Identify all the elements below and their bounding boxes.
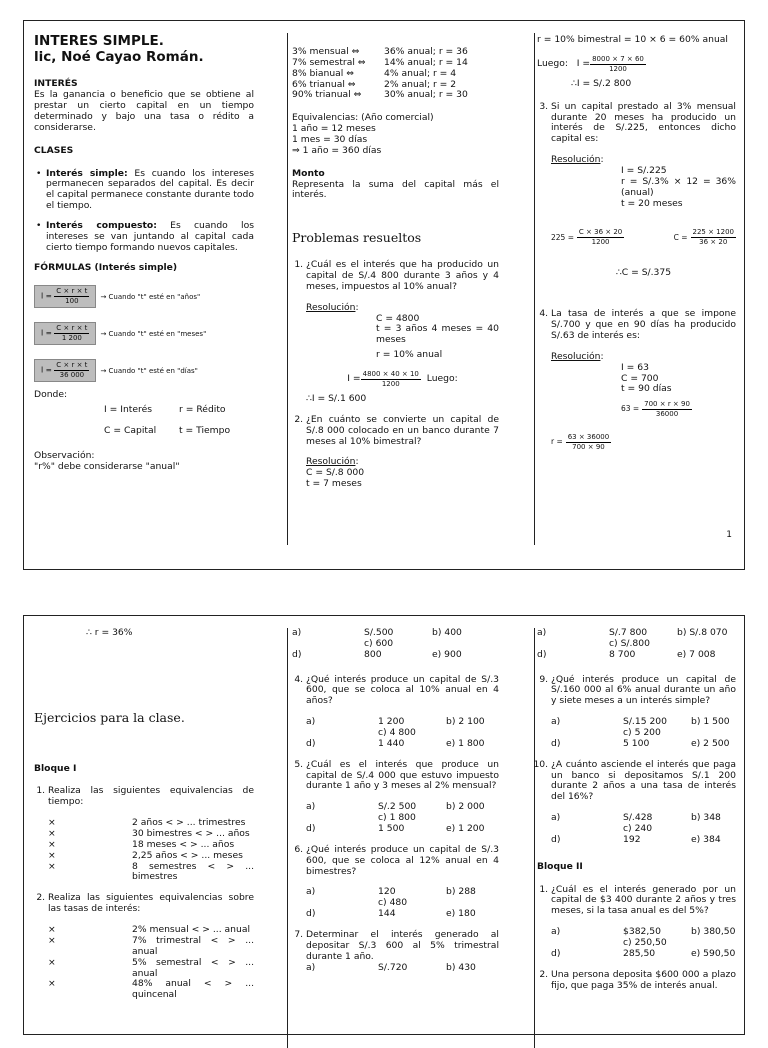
option-e: 590,50 xyxy=(703,947,736,959)
definition: I = Interés xyxy=(104,404,153,416)
equivalence-items xyxy=(48,925,254,1001)
exercise-question: Determinar el interés generado al depositar S/.3 600 al 5% trimestral durante 1 año. xyxy=(306,929,499,962)
clases-heading: CLASES xyxy=(34,144,74,156)
option-b: 348 xyxy=(703,812,721,824)
item-text: 18 meses < > ... años xyxy=(132,838,235,850)
option-d: 285,50 xyxy=(623,947,656,959)
item-text: 2% mensual < > ... anual xyxy=(132,924,251,936)
option-d: 144 xyxy=(378,908,396,920)
definition: C = Capital xyxy=(104,425,157,437)
formula: I = $\frac{4800 \times 40 \times 10}{1200}$ Luego: xyxy=(347,369,458,388)
eq-left: 8% bianual ⇔ xyxy=(292,67,354,79)
formula-pair xyxy=(551,223,736,252)
item-text: 30 bimestres < > ... años xyxy=(132,828,250,840)
formula-denominator: 700 × 90 xyxy=(572,443,605,452)
option-b: 2 000 xyxy=(458,801,485,813)
option-a: S/.7 800 xyxy=(609,627,648,638)
item-text: 2 años < > ... trimestres xyxy=(132,817,246,829)
option-a: 1 200 xyxy=(378,716,405,728)
option-b: 2 100 xyxy=(458,716,485,728)
options: a) $382,50 b) 380,50 c) 250,50 d) 285,50 e) 590,50 xyxy=(551,926,736,959)
formula-note: → Cuando "t" esté en "meses" xyxy=(100,329,207,338)
problem-question: ¿En cuánto se convierte un capital de S/.8 000 colocado en un banco durante 7 meses al 10% bimestral? xyxy=(306,413,499,447)
formula-lhs: 63 = xyxy=(621,404,640,414)
option-b: 430 xyxy=(458,961,476,973)
option-c: 5 200 xyxy=(634,727,661,739)
page-number: 1 xyxy=(726,530,732,541)
solved-problems-continued xyxy=(537,102,736,452)
clase-text: Es cuando los intereses se van juntando al capital cada cierto tiempo formando nuevos capitales. xyxy=(46,219,255,253)
problem-question: ¿Cuál es el interés que ha producido un capital de S/.4 800 durante 3 años y 4 meses, impuestos al 10% anual? xyxy=(306,259,499,292)
option-d: 1 500 xyxy=(378,823,405,835)
variable-definitions xyxy=(34,405,254,437)
equivalence-table xyxy=(292,47,499,101)
formula-denominator: 1200 xyxy=(609,64,627,73)
formula-box xyxy=(34,322,96,345)
solved-problems xyxy=(292,260,499,490)
problem-question: Si un capital prestado al 3% mensual durante 20 meses ha producido un interés de S/.225, entonces dicho capital es: xyxy=(551,100,736,145)
options: a) 1 200 b) 2 100 c) 4 800 d) 1 440 e) 1 800 xyxy=(306,716,485,749)
observacion-text: "r%" debe considerarse "anual" xyxy=(34,460,180,472)
eq-left: 6% trianual ⇔ xyxy=(292,78,356,90)
interes-definition: Es la ganancia o beneficio que se obtiene al prestar un cierto capital en un tiempo determinado y bajo una tasa o rédito a considerarse. xyxy=(34,89,254,133)
exercise-question: ¿Qué interés produce un capital de S/.3 600, que se coloca al 12% anual en 4 bimestres? xyxy=(306,843,499,877)
exercise-question: Realiza las siguientes equivalencias sobre las tasas de interés: xyxy=(48,892,254,915)
option-c: 4 800 xyxy=(389,727,416,739)
interes-heading: INTERÉS xyxy=(34,78,78,90)
item-text: 5% semestral < > ... anual xyxy=(132,956,254,979)
exercise-question: ¿A cuánto asciende el interés que paga un banco si depositamos S/.1 200 durante 2 años a una tasa de interés del 16%? xyxy=(551,758,736,803)
options-q8: a) S/.7 800 b) S/.8 070 c) S/.800 d) 8 700 e) 7 008 xyxy=(537,627,728,660)
exercise-question: ¿Cuál es el interés que produce un capital de S/.4 000 que estuvo impuesto durante 1 año y 3 meses al 2% mensual? xyxy=(306,758,499,792)
clase-term: Interés compuesto: xyxy=(46,219,157,231)
formula-denominator: 1200 xyxy=(381,379,400,388)
option-c: 1 800 xyxy=(389,812,416,824)
list-item: × 18 meses < > ... años xyxy=(48,840,254,851)
bloque-heading: Bloque II xyxy=(537,860,583,872)
answer: ∴I = S/.2 800 xyxy=(571,77,632,89)
formula-numerator: 700 × r × 90 xyxy=(644,400,690,409)
formula xyxy=(551,229,624,246)
formula-numerator: 225 × 1200 xyxy=(692,228,734,237)
formula-note: → Cuando "t" esté en "días" xyxy=(100,366,198,375)
options: a) S/.428 b) 348 c) 240 d) 192 e) 384 xyxy=(551,812,721,845)
exercise-question: ¿Cuál es el interés generado por un capital de $3 400 durante 2 años y tres meses, si la tasa anual es del 5%? xyxy=(551,883,736,917)
comercial-line: 1 año = 12 meses xyxy=(292,123,376,135)
option-b: 380,50 xyxy=(703,926,736,938)
list-item: × 48% anual < > ... quincenal xyxy=(48,978,254,1001)
definition: r = Rédito xyxy=(179,404,226,416)
formula-numerator: 4800 × 40 × 10 xyxy=(362,369,419,378)
exercise-list xyxy=(537,675,736,846)
formula-numerator: 8000 × 7 × 60 xyxy=(592,54,644,63)
formula-denominator: 36000 xyxy=(655,410,679,419)
eq-left: 3% mensual ⇔ xyxy=(292,46,360,57)
option-d: 1 440 xyxy=(378,737,405,749)
ejercicios-heading: Ejercicios para la clase. xyxy=(34,709,185,725)
exercise-list xyxy=(34,786,254,1001)
item-text: 48% anual < > ... quincenal xyxy=(132,978,254,1001)
column-1 xyxy=(24,616,264,1034)
resolucion-label: Resolución xyxy=(306,301,356,313)
list-item: × 5% semestral < > ... anual xyxy=(48,956,254,979)
list-item: × 7% trimestral < > ... anual xyxy=(48,934,254,957)
formula-numerator: C × r × t xyxy=(56,287,88,296)
formula-box xyxy=(34,359,96,382)
exercise-1 xyxy=(48,786,254,883)
formula-lhs: C = xyxy=(673,232,688,242)
formula-years xyxy=(34,285,254,308)
option-a: S/.2 500 xyxy=(378,801,417,813)
resolucion-label: Resolución xyxy=(306,456,356,468)
option-e: 1 800 xyxy=(458,737,485,749)
options: a) S/.720 b) 430 xyxy=(306,961,476,973)
list-item xyxy=(46,169,254,212)
given-value: t = 7 meses xyxy=(306,478,362,490)
options: a) S/.15 200 b) 1 500 c) 5 200 d) 5 100 e) 2 500 xyxy=(551,716,730,749)
formula: Luego: I = $\frac{8000 \times 7 \times 60}{1200}$ xyxy=(537,54,644,73)
luego-label: Luego: xyxy=(426,373,458,384)
problem-2: 2. ¿En cuánto se convierte un capital de S/.8 000 colocado en un banco durante 7 meses al 10% bimestral? Resolución: C = S/.8 000 t = 7 meses xyxy=(306,415,499,490)
exercise-question: Realiza las siguientes equivalencias de tiempo: xyxy=(48,785,254,808)
given-value: I = S/.225 xyxy=(621,165,667,177)
option-c: 600 xyxy=(375,637,394,649)
eq-right: 36% anual; r = 36 xyxy=(384,46,468,57)
formulas-heading: FÓRMULAS (Interés simple) xyxy=(34,261,178,273)
options: a) 120 b) 288 c) 480 d) 144 e) 180 xyxy=(306,886,476,920)
luego-label: Luego: xyxy=(537,57,568,69)
formula-numerator: 63 × 36000 xyxy=(567,433,610,442)
given-value: C = 4800 xyxy=(376,312,420,324)
given-value: t = 20 meses xyxy=(621,197,683,209)
list-item: × 8 semestres < > ... bimestres xyxy=(48,860,254,883)
problem-1: 1. ¿Cuál es el interés que ha producido un capital de S/.4 800 durante 3 años y 4 meses, impuestos al 10% anual? Resolución: C = 4800 t = 3 años 4 meses = 40 meses r = 10% anual I = $\frac{4800 \times 40 \times 10}{1200}$ Luego: ∴I = S/.1 600 xyxy=(306,260,499,405)
option-d: 8 700 xyxy=(609,648,636,660)
option-a: S/.15 200 xyxy=(623,716,667,728)
answer: ∴ r = 36% xyxy=(86,627,133,638)
column-1 xyxy=(24,21,264,569)
formula-denominator: 1 200 xyxy=(61,334,82,343)
formula-box xyxy=(34,285,96,308)
formula-lhs: 225 = xyxy=(551,232,574,242)
page-1 xyxy=(23,20,745,570)
option-c: 480 xyxy=(389,897,408,909)
option-c: 250,50 xyxy=(634,937,667,949)
option-c: 240 xyxy=(634,823,653,835)
option-b: 1 500 xyxy=(703,716,730,728)
given-value: C = S/.8 000 xyxy=(306,467,365,479)
observacion-label: Observación: xyxy=(34,449,95,461)
given-value: C = 700 xyxy=(621,372,659,384)
eq-right: 30% anual; r = 30 xyxy=(384,89,468,101)
options-q3: a) S/.500 b) 400 c) 600 d) 800 e) 900 xyxy=(292,627,462,660)
eq-right: 2% anual; r = 2 xyxy=(384,78,457,90)
clases-list xyxy=(34,169,254,254)
title-line-1: INTERES SIMPLE. xyxy=(34,33,164,49)
monto-heading: Monto xyxy=(292,167,325,179)
formula xyxy=(674,229,736,246)
answer: ∴C = S/.375 xyxy=(615,267,672,279)
answer: ∴I = S/.1 600 xyxy=(306,392,367,404)
clase-term: Interés simple: xyxy=(46,167,128,179)
given-value: r = 10% bimestral = 10 × 6 = 60% anual xyxy=(537,34,728,45)
exercise-2 xyxy=(48,893,254,1001)
exercise-10 xyxy=(551,760,736,846)
list-item: × 30 bimestres < > ... años xyxy=(48,829,254,840)
resolucion-label: Resolución xyxy=(551,154,601,166)
formula-denominator: 36 000 xyxy=(59,371,85,380)
option-c: S/.800 xyxy=(620,637,650,649)
option-a: $382,50 xyxy=(623,926,661,938)
given-value: t = 3 años 4 meses = 40 meses xyxy=(376,323,499,346)
eq-left: 7% semestral ⇔ xyxy=(292,56,366,68)
monto-text: Representa la suma del capital más el interés. xyxy=(292,178,499,201)
list-item: × 2,25 años < > ... meses xyxy=(48,851,254,862)
option-d: 800 xyxy=(364,648,382,660)
options: a) S/.2 500 b) 2 000 c) 1 800 d) 1 500 e) 1 200 xyxy=(306,801,485,835)
exercise-6 xyxy=(306,845,499,920)
formula-numerator: C × 36 × 20 xyxy=(578,228,623,237)
option-b: S/.8 070 xyxy=(689,627,728,638)
definition: t = Tiempo xyxy=(179,425,231,437)
formula-months xyxy=(34,322,254,345)
option-d: 5 100 xyxy=(623,737,650,749)
formula-lhs: r = xyxy=(551,437,563,447)
list-item xyxy=(46,221,254,254)
option-b: 288 xyxy=(458,886,476,898)
option-e: 1 200 xyxy=(458,823,485,835)
exercise-list xyxy=(292,675,499,974)
eq-left: 90% trianual ⇔ xyxy=(292,89,362,101)
exercise-list xyxy=(537,885,736,992)
given-value: r = 10% anual xyxy=(376,349,443,361)
formula-numerator: C × r × t xyxy=(56,361,88,370)
formula xyxy=(551,401,736,418)
column-3 xyxy=(509,21,746,569)
exercise-9 xyxy=(551,675,736,750)
option-b: 400 xyxy=(444,627,462,638)
eq-right: 14% anual; r = 14 xyxy=(384,56,468,68)
formula-note: → Cuando "t" esté en "años" xyxy=(100,292,201,301)
eq-right: 4% anual; r = 4 xyxy=(384,67,457,79)
exercise-question: ¿Qué interés produce un capital de S/.160 000 al 6% anual durante un año y siete meses a un interés simple? xyxy=(551,673,736,707)
equivalence-row xyxy=(292,69,499,80)
exercise-question: ¿Qué interés produce un capital de S/.3 600, que se coloca al 10% anual en 4 años? xyxy=(306,673,499,707)
option-a: S/.428 xyxy=(623,812,653,824)
comercial-title: Equivalencias: (Año comercial) xyxy=(292,112,434,124)
exercise-question: Una persona deposita $600 000 a plazo fijo, que paga 35% de interés anual. xyxy=(551,968,736,991)
comercial-line: 1 mes = 30 días xyxy=(292,134,368,146)
item-text: 8 semestres < > ... bimestres xyxy=(132,860,254,883)
column-2 xyxy=(264,616,509,1034)
formula-days xyxy=(34,359,254,382)
option-a: 120 xyxy=(378,886,396,898)
problemas-heading: Problemas resueltos xyxy=(292,230,422,246)
formula xyxy=(551,434,736,451)
formula-denominator: 36 × 20 xyxy=(699,238,728,247)
option-e: 180 xyxy=(458,908,476,920)
clase-text: Es cuando los intereses permanecen separados del capital. Es decir el capital permanece constante durante todo el tiempo. xyxy=(46,167,254,212)
bloque-heading: Bloque I xyxy=(34,762,77,774)
option-e: 384 xyxy=(703,833,721,845)
exercise-4 xyxy=(306,675,499,750)
exercise-5 xyxy=(306,760,499,835)
column-2 xyxy=(264,21,509,569)
problem-3: 3. Si un capital prestado al 3% mensual durante 20 meses ha producido un interés de S/.225, entonces dicho capital es: Resolución: I = S/.225 r = S/.3% × 12 = 36% (anual) t = 20 meses 225 = $\frac{C \times 36 \times 20}{1200}$ C = $\frac{225 \times 1200}{36 \times 20}$ ∴C = S/.375 xyxy=(551,102,736,280)
formula-lhs: I = xyxy=(41,291,52,301)
option-a: S/.500 xyxy=(364,627,394,638)
exercise-b2-2 xyxy=(551,970,736,992)
title-author: lic, Noé Cayao Román. xyxy=(34,49,204,66)
item-text: 2,25 años < > ... meses xyxy=(132,849,243,861)
resolucion-label: Resolución xyxy=(551,350,601,362)
column-3 xyxy=(509,616,746,1034)
formula-numerator: C × r × t xyxy=(56,324,88,333)
item-text: 7% trimestral < > ... anual xyxy=(132,934,254,957)
formula-denominator: 100 xyxy=(65,297,79,306)
option-a: S/.720 xyxy=(378,961,408,973)
option-e: 2 500 xyxy=(703,737,730,749)
problem-4: 4. La tasa de interés a que se impone S/.700 y que en 90 días ha producido S/.63 de interés es: Resolución: I = 63 C = 700 t = 90 días 63 = $\frac{700 \times r \times 90}{36000}$ r = $\frac{63 \times 36000}{700 \times 90}$ xyxy=(551,309,736,451)
option-e: 7 008 xyxy=(689,648,716,660)
donde-label: Donde: xyxy=(34,389,68,401)
problem-question: La tasa de interés a que se impone S/.700 y que en 90 días ha producido S/.63 de interés es: xyxy=(551,308,736,342)
comercial-line: ⇒ 1 año = 360 días xyxy=(292,144,382,156)
formula-denominator: 1200 xyxy=(591,238,610,247)
given-value: t = 90 días xyxy=(621,383,672,395)
given-value: r = S/.3% × 12 = 36% (anual) xyxy=(621,175,736,198)
document-title xyxy=(34,33,254,65)
formula-lhs: I = xyxy=(41,365,52,375)
equivalence-row xyxy=(292,90,499,101)
equivalence-items xyxy=(48,818,254,883)
exercise-b2-1 xyxy=(551,885,736,960)
list-item: × 2 años < > ... trimestres xyxy=(48,818,254,829)
given-value: I = 63 xyxy=(621,361,649,373)
option-d: 192 xyxy=(623,833,641,845)
exercise-7 xyxy=(306,930,499,973)
list-item: × 2% mensual < > ... anual xyxy=(48,925,254,936)
page-2 xyxy=(23,615,745,1035)
option-e: 900 xyxy=(444,648,462,660)
formula-lhs: I = xyxy=(41,328,52,338)
